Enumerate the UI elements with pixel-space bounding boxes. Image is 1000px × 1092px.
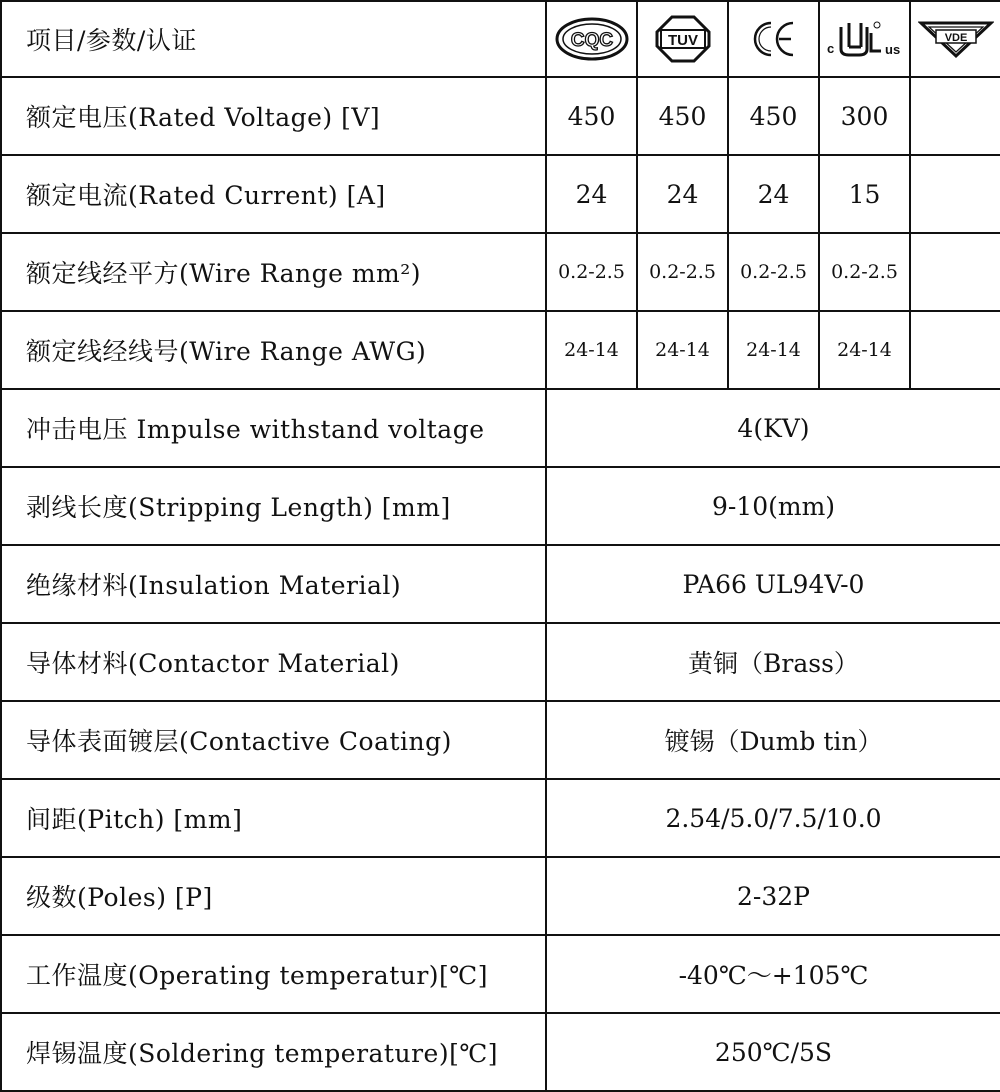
culus-value: 0.2-2.5 (819, 233, 910, 311)
cqc-logo-icon (546, 1, 637, 77)
svg-text:c: c (826, 41, 834, 56)
merged-value: 黄铜（Brass） (546, 623, 1000, 701)
row-label: 额定线经平方(Wire Range mm²) (1, 233, 546, 311)
cqc-value: 24-14 (546, 311, 637, 389)
vde-value (910, 311, 1000, 389)
ce-value: 450 (728, 77, 819, 155)
svg-text:TUV: TUV (667, 32, 698, 49)
stripping-length-row (1, 467, 1000, 545)
culus-value: 15 (819, 155, 910, 233)
row-label: 剥线长度(Stripping Length) [mm] (1, 467, 546, 545)
merged-value: 2.54/5.0/7.5/10.0 (546, 779, 1000, 857)
svg-text:us: us (884, 42, 900, 57)
cqc-value: 24 (546, 155, 637, 233)
header-row (1, 1, 1000, 77)
row-label: 额定电压(Rated Voltage) [V] (1, 77, 546, 155)
tuv-value: 24 (637, 155, 728, 233)
soldering-temperature-row (1, 1013, 1000, 1091)
row-label: 额定线经线号(Wire Range AWG) (1, 311, 546, 389)
svg-text:CQC: CQC (570, 30, 613, 51)
header-label: 项目/参数/认证 (1, 1, 546, 77)
cqc-value: 0.2-2.5 (546, 233, 637, 311)
svg-text:VDE: VDE (944, 32, 967, 44)
ce-value: 24-14 (728, 311, 819, 389)
tuv-logo-icon (637, 1, 728, 77)
contactor-material-row (1, 623, 1000, 701)
merged-value: PA66 UL94V-0 (546, 545, 1000, 623)
poles-row (1, 857, 1000, 935)
merged-value: 9-10(mm) (546, 467, 1000, 545)
row-label: 冲击电压 Impulse withstand voltage (1, 389, 546, 467)
rated-voltage-row (1, 77, 1000, 155)
wire-range-awg-row (1, 311, 1000, 389)
tuv-value: 0.2-2.5 (637, 233, 728, 311)
cqc-value: 450 (546, 77, 637, 155)
row-label: 焊锡温度(Soldering temperature)[℃] (1, 1013, 546, 1091)
ce-logo-icon (728, 1, 819, 77)
vde-value (910, 155, 1000, 233)
operating-temperature-row (1, 935, 1000, 1013)
row-label: 级数(Poles) [P] (1, 857, 546, 935)
pitch-row (1, 779, 1000, 857)
row-label: 间距(Pitch) [mm] (1, 779, 546, 857)
tuv-value: 450 (637, 77, 728, 155)
merged-value: 250℃/5S (546, 1013, 1000, 1091)
culus-logo-icon (819, 1, 910, 77)
merged-value: 镀锡（Dumb tin） (546, 701, 1000, 779)
vde-value (910, 77, 1000, 155)
row-label: 导体表面镀层(Contactive Coating) (1, 701, 546, 779)
wire-range-mm2-row (1, 233, 1000, 311)
vde-value (910, 233, 1000, 311)
ce-value: 0.2-2.5 (728, 233, 819, 311)
tuv-value: 24-14 (637, 311, 728, 389)
row-label: 导体材料(Contactor Material) (1, 623, 546, 701)
ce-value: 24 (728, 155, 819, 233)
insulation-material-row (1, 545, 1000, 623)
merged-value: 2-32P (546, 857, 1000, 935)
vde-logo-icon (910, 1, 1000, 77)
merged-value: -40℃～+105℃ (546, 935, 1000, 1013)
culus-value: 300 (819, 77, 910, 155)
row-label: 额定电流(Rated Current) [A] (1, 155, 546, 233)
row-label: 绝缘材料(Insulation Material) (1, 545, 546, 623)
merged-value: 4(KV) (546, 389, 1000, 467)
culus-value: 24-14 (819, 311, 910, 389)
contactive-coating-row (1, 701, 1000, 779)
rated-current-row (1, 155, 1000, 233)
row-label: 工作温度(Operating temperatur)[℃] (1, 935, 546, 1013)
impulse-voltage-row (1, 389, 1000, 467)
